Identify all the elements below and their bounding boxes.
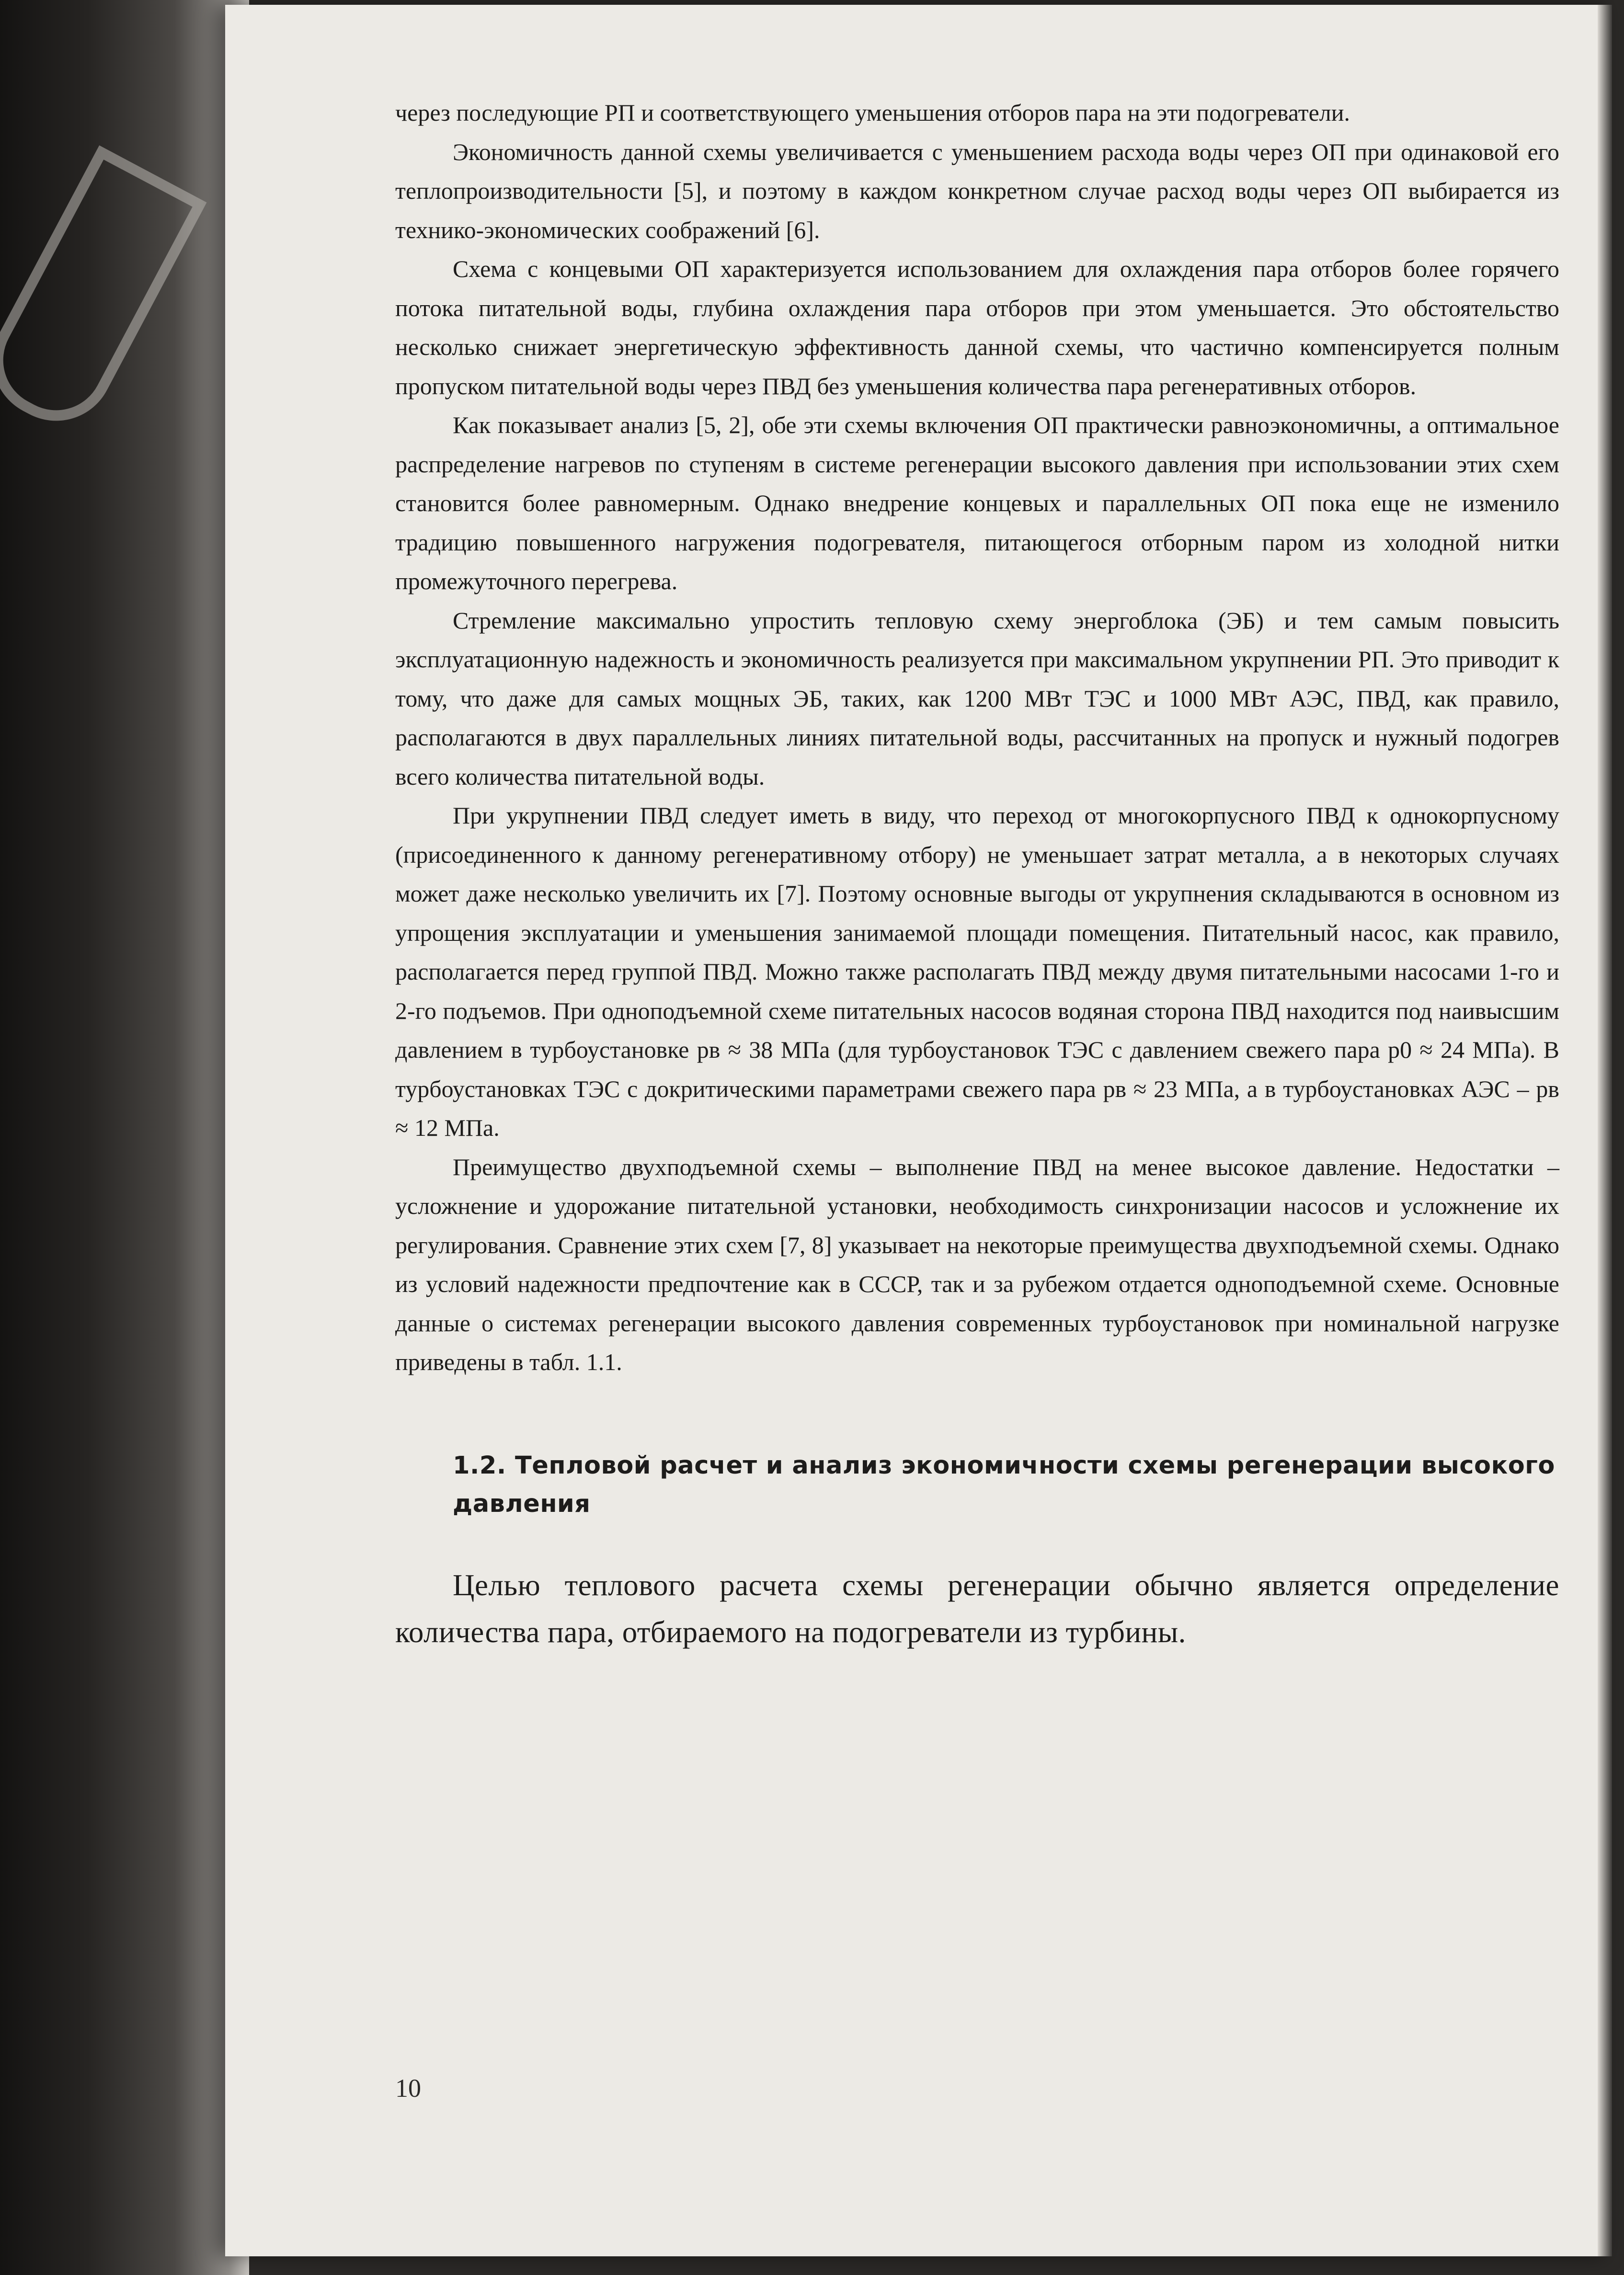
intro-paragraph: Целью теплового расчета схемы регенерации обычно является определение количества пара, отбираемого на подогреватели из турбины. [395,1568,1559,1649]
paragraph-1: через последующие РП и соответствующего уменьшения отборов пара на эти подогреватели. [395,99,1350,126]
paragraph-7: Преимущество двухподъемной схемы – выполнение ПВД на менее высокое давление. Недостатки – усложнение и удорожание питательной установки, необходимость синхронизации насосов и усложнение их регулирования. Сравнение этих схем [7, 8] указывает на некоторые преимущества двухподъемной схемы. Однако из условий надежности предпочтение как в СССР, так и за рубежом отдается одноподъемной схеме. Основные данные о системах регенерации высокого давления современных турбоустановок при номинальной нагрузке приведены в табл. 1.1. [395,1153,1559,1375]
paragraph-2: Экономичность данной схемы увеличивается с уменьшением расхода воды через ОП при одинаковой его теплопроизводительности [5], и поэтому в каждом конкретном случае расход воды через ОП выбирается из технико-экономических соображений [6]. [395,138,1559,243]
text-column [395,93,1559,1656]
book-page [225,5,1612,2256]
paragraph-6: При укрупнении ПВД следует иметь в виду, что переход от многокорпусного ПВД к однокорпусному (присоединенного к данному регенеративному отбору) не уменьшает затрат металла, а в некоторых случаях может даже несколько увеличить их [7]. Поэтому основные выгоды от укрупнения складываются в основном из упрощения эксплуатации и уменьшения занимаемой площади помещения. Питательный насос, как правило, располагается перед группой ПВД. Можно также располагать ПВД между двумя питательными насосами 1-го и 2-го подъемов. При одноподъемной схеме питательных насосов водяная сторона ПВД находится под наивысшим давлением в турбоустановке pв ≈ 38 МПа (для турбоустановок ТЭС с давлением свежего пара p0 ≈ 24 МПа). В турбоустановках ТЭС с докритическими параметрами свежего пара pв ≈ 23 МПа, а в турбоустановках АЭС – pв ≈ 12 МПа. [395,802,1559,1141]
page-number: 10 [395,2074,421,2103]
paragraph-5: Стремление максимально упростить тепловую схему энергоблока (ЭБ) и тем самым повысить эксплуатационную надежность и экономичность реализуется при максимальном укрупнении РП. Это приводит к тому, что даже для самых мощных ЭБ, таких, как 1200 МВт ТЭС и 1000 МВт АЭС, ПВД, как правило, располагаются в двух параллельных линиях питательной воды, рассчитанных на пропуск и нужный подогрев всего количества питательной воды. [395,606,1559,790]
paragraph-3: Схема с концевыми ОП характеризуется использованием для охлаждения пара отборов более горячего потока питательной воды, глубина охлаждения пара отборов при этом уменьшается. Это обстоятельство несколько снижает энергетическую эффективность данной схемы, что частично компенсируется полным пропуском питательной воды через ПВД без уменьшения количества пара регенеративных отборов. [395,255,1559,400]
section-heading: 1.2. Тепловой расчет и анализ экономичности схемы регенерации высокого давления [453,1451,1555,1518]
paragraph-4: Как показывает анализ [5, 2], обе эти схемы включения ОП практически равноэкономичны, а оптимальное распределение нагревов по ступеням в системе регенерации высокого давления при использовании этих схем становится более равномерным. Однако внедрение концевых и параллельных ОП пока еще не изменило традицию повышенного нагружения подогревателя, питающегося отборным паром из холодной нитки промежуточного перегрева. [395,412,1559,594]
page-binding-edge [1598,5,1612,2256]
